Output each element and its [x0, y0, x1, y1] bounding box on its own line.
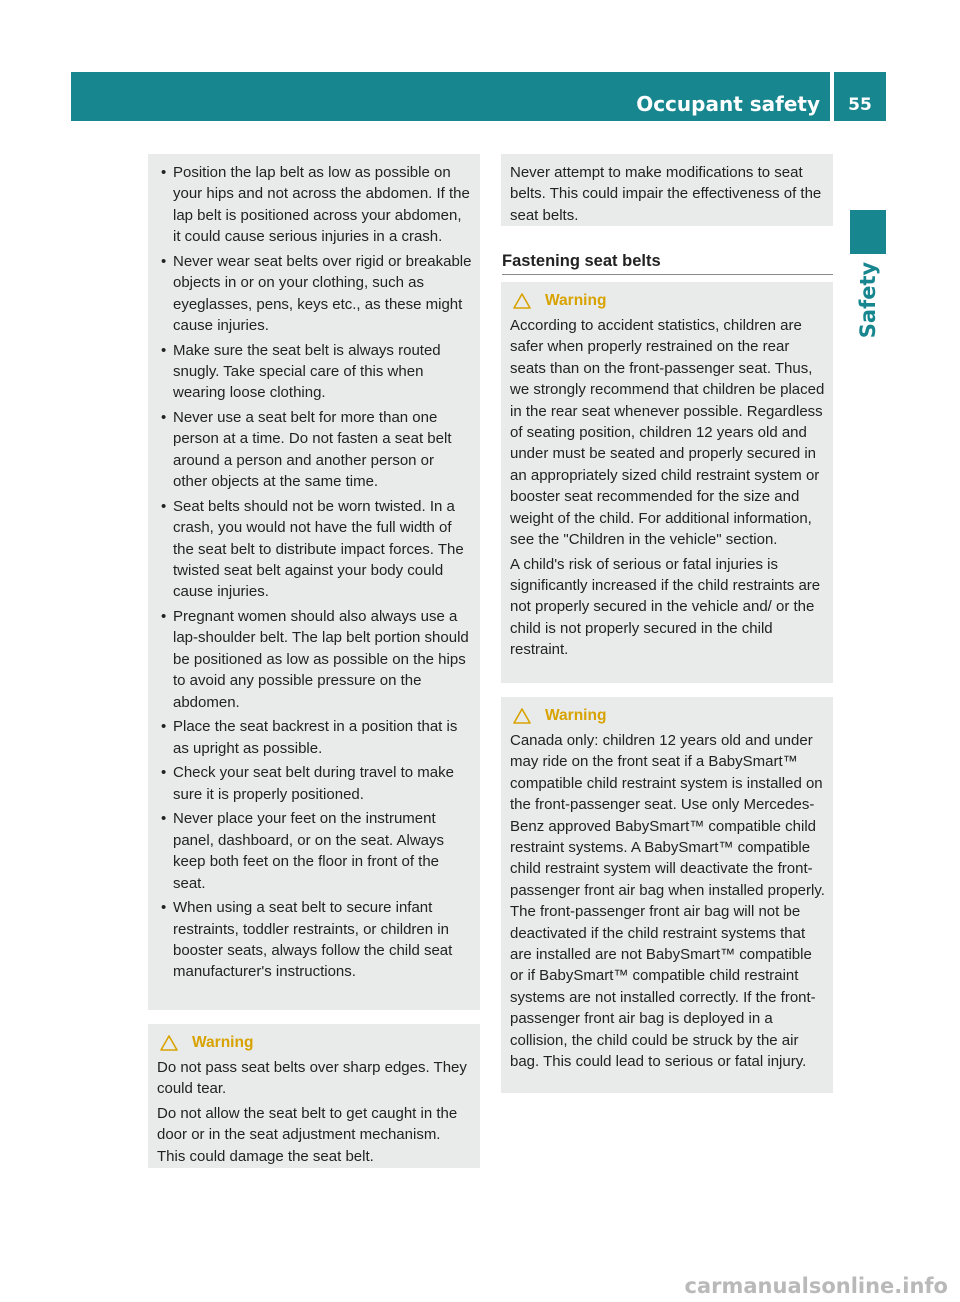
- list-item: • Position the lap belt as low as possible on your hips and not across the abdomen. If the lap belt is positioned across your abdomen, it could cause serious injuries in a crash.: [157, 162, 472, 248]
- list-item: • Never use a seat belt for more than one person at a time. Do not fasten a seat belt around a person and another person or other objects at the same time.: [157, 407, 472, 493]
- side-tab-marker: [850, 210, 886, 254]
- warning-triangle-icon: [513, 293, 531, 309]
- warning-text: Do not pass seat belts over sharp edges. They could tear.: [157, 1059, 467, 1098]
- warning-box-sharp-edges: [148, 1024, 480, 1168]
- list-item: • Seat belts should not be worn twisted. In a crash, you would not have the full width of the seat belt to distribute impact forces. The twisted seat belt against your body could cause injuries.: [157, 496, 472, 603]
- warning-title: Warning: [545, 292, 607, 309]
- warning-header: [510, 705, 825, 727]
- page-number-box: [834, 72, 886, 121]
- list-item: • Make sure the seat belt is always routed snugly. Take special care of this when wearing loose clothing.: [157, 340, 472, 404]
- page-section-title: Occupant safety: [636, 92, 820, 116]
- watermark: carmanualsonline.info: [684, 1274, 948, 1298]
- warning-text: According to accident statistics, children are safer when properly restrained on the rear seats than on the front-passenger seat. Thus, we strongly recommend that children be placed in the rear seat whenever possible. Regardless of seating position, children 12 years old and under must be seated and properly secured in an appropriately sized child restraint system or booster seat recommended for the size and weight of the child. For additional information, see the "Children in the vehicle" section.: [510, 317, 825, 549]
- list-item: • Never wear seat belts over rigid or breakable objects in or on your clothing, such as eyeglasses, pens, keys etc., as these might cause injuries.: [157, 251, 472, 337]
- list-item: • Never place your feet on the instrument panel, dashboard, or on the seat. Always keep both feet on the floor in front of the seat.: [157, 808, 472, 894]
- warning-title: Warning: [545, 707, 607, 724]
- page-number: 55: [848, 95, 872, 115]
- list-item: • Check your seat belt during travel to make sure it is properly positioned.: [157, 762, 472, 805]
- warning-text: Do not allow the seat belt to get caught in the door or in the seat adjustment mechanism. This could damage the seat belt.: [157, 1105, 458, 1165]
- section-heading-fastening-seat-belts: Fastening seat belts: [502, 250, 833, 275]
- warning-text: A child's risk of serious or fatal injuries is significantly increased if the child restraints are not properly secured in the vehicle and/ or the child is not properly secured in the child restraint.: [510, 555, 821, 659]
- side-tab-label: [850, 260, 886, 340]
- warning-triangle-icon: [513, 708, 531, 724]
- list-item: • Place the seat backrest in a position that is as upright as possible.: [157, 716, 472, 759]
- warning-title: Warning: [192, 1034, 254, 1051]
- warning-text: Canada only: children 12 years old and under may ride on the front seat if a BabySmart™ compatible child restraint system is installed on the front-passenger seat. Use only Mercedes-Benz approved BabySmart™ compatible child restraint systems. A BabySmart™ compatible child restraint system will deactivate the front-passenger front air bag when installed properly. The front-passenger front air bag will not be deactivated if the child restraint systems that are installed are not BabySmart™ compatible or if BabySmart™ compatible child restraint systems are not installed correctly. If the front-passenger front air bag is deployed in a collision, the child could be struck by the air bag. This could lead to serious or fatal injury.: [510, 732, 825, 1071]
- warning-triangle-icon: [160, 1035, 178, 1051]
- side-tab-text: Safety: [856, 261, 880, 339]
- warning-box-children-rear-seat: [501, 282, 833, 683]
- warning-box-canada-babysmart: [501, 697, 833, 1093]
- seat-belt-rules-list: [157, 162, 472, 983]
- list-item: • Pregnant women should also always use a lap-shoulder belt. The lap belt portion should be positioned as low as possible on the hips to avoid any possible pressure on the abdomen.: [157, 606, 472, 713]
- seat-belt-rules-box: [148, 154, 480, 1010]
- warning-header: [157, 1032, 472, 1054]
- warning-header: [510, 290, 825, 312]
- header-bar: [71, 72, 830, 121]
- modification-notice-text: Never attempt to make modifications to seat belts. This could impair the effectiveness of the seat belts.: [510, 164, 822, 224]
- list-item: • When using a seat belt to secure infant restraints, toddler restraints, or children in booster seats, always follow the child seat manufacturer's instructions.: [157, 897, 472, 983]
- modification-notice-box: [501, 154, 833, 226]
